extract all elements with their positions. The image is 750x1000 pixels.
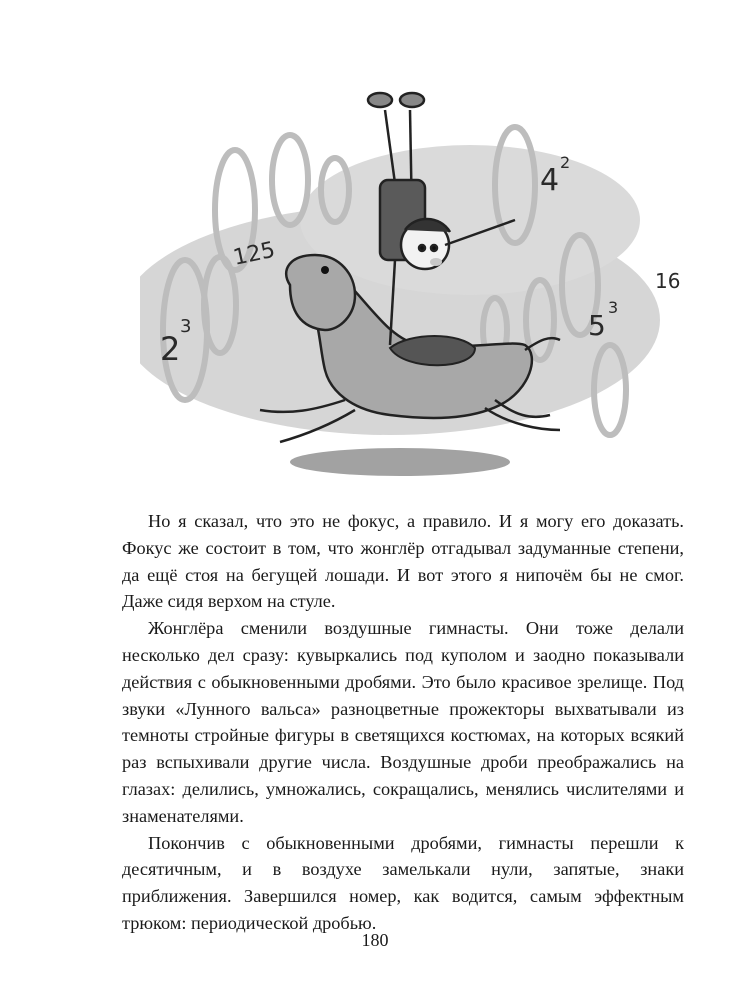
- juggler-on-horse-drawing: [140, 70, 700, 490]
- number-5-base: 5: [588, 309, 606, 342]
- number-4-base: 4: [540, 163, 560, 198]
- horse-eye: [321, 266, 329, 274]
- number-2-base: 2: [160, 330, 181, 368]
- circus-illustration: [140, 70, 700, 490]
- number-16: 16: [655, 269, 681, 293]
- ground-shadow: [290, 448, 510, 476]
- number-4-exponent: 2: [560, 153, 571, 172]
- number-125: 125: [231, 237, 278, 271]
- paragraph-3: Покончив с обыкновенными дробями, гимнасты перешли к десятичным, и в воздухе замелькали нули, запятые, знаки приближения. Завершился номер, как водится, самым эффектным трюком: периодической дробью.: [122, 832, 684, 933]
- body-text: [122, 508, 684, 937]
- page-number: 180: [361, 930, 389, 950]
- paragraph-1: Но я сказал, что это не фокус, а правило. И я могу его доказать. Фокус же состоит в том, что жонглёр отгадывал задуманные степени, да ещё стоя на бегущей лошади. И вот этого я нипочём бы не смог. Даже сидя верхом на стуле.: [122, 511, 684, 612]
- number-2-exponent: 3: [180, 316, 192, 337]
- paragraph-2: Жонглёра сменили воздушные гимнасты. Они тоже делали несколько дел сразу: кувыркались под куполом и заодно показывали действия с обыкновенными дробями. Это было красивое зрелище. Под звуки «Лунного вальса» разноцветные прожекторы выхватывали из темноты стройные фигуры в светящихся костюмах, на которых всякий раз вспыхивали другие числа. Воздушные дроби преображались на глазах: делились, умножались, сокращались, менялись числителями и знаменателями.: [122, 618, 684, 826]
- number-5-exponent: 3: [608, 298, 619, 317]
